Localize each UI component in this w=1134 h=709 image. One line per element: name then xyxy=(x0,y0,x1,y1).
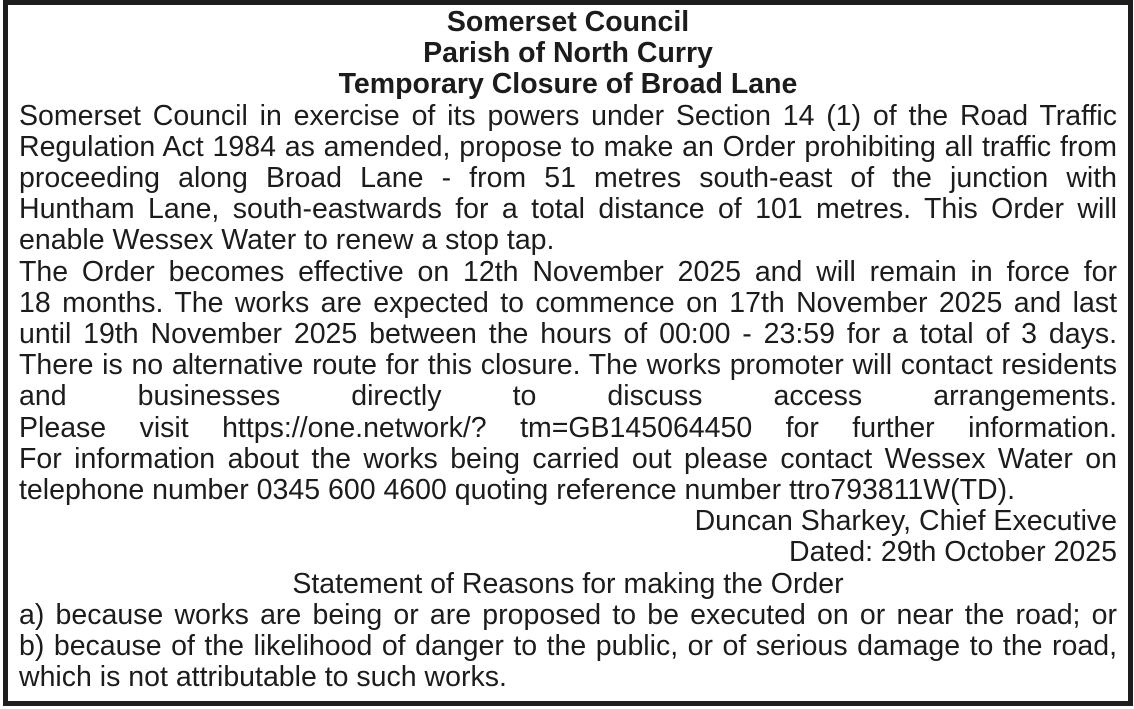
reason-line: which is not attributable to such works. xyxy=(19,661,507,694)
body-line: Please visit https://one.network/? tm=GB145064450 for further information. xyxy=(19,411,1117,444)
section-heading: Statement of Reasons for making the Order xyxy=(292,567,844,600)
body-line: The Order becomes effective on 12th November 2025 and will remain in force for xyxy=(19,255,1117,288)
body-line: enable Wessex Water to renew a stop tap. xyxy=(19,224,555,257)
body-line: 18 months. The works are expected to commence on 17th November 2025 and last xyxy=(19,286,1117,319)
notice-frame xyxy=(3,0,1133,706)
body-line: until 19th November 2025 between the hours of 00:00 - 23:59 for a total of 3 days. xyxy=(19,318,1117,351)
body-line: Somerset Council in exercise of its powers under Section 14 (1) of the Road Traffic xyxy=(19,99,1117,132)
body-line: Regulation Act 1984 as amended, propose to make an Order prohibiting all traffic from xyxy=(19,130,1117,163)
date-line: Dated: 29th October 2025 xyxy=(789,536,1117,569)
title-line: Temporary Closure of Broad Lane xyxy=(338,68,798,101)
reason-line: b) because of the likelihood of danger to the public, or of serious damage to the road, xyxy=(19,630,1117,663)
body-line: There is no alternative route for this closure. The works promoter will contact residents xyxy=(19,349,1117,382)
body-line: For information about the works being carried out please contact Wessex Water on xyxy=(19,442,1117,475)
signatory-line: Duncan Sharkey, Chief Executive xyxy=(694,505,1117,538)
title-line: Somerset Council xyxy=(446,6,690,38)
body-line: proceeding along Broad Lane - from 51 metres south-east of the junction with xyxy=(19,162,1117,195)
body-line: telephone number 0345 600 4600 quoting reference number ttro793811W(TD). xyxy=(19,474,1016,507)
body-line: and businesses directly to discuss access arrangements. xyxy=(19,380,1117,413)
reason-line: a) because works are being or are proposed to be executed on or near the road; or xyxy=(19,598,1117,631)
notice-body xyxy=(19,7,1117,693)
title-line: Parish of North Curry xyxy=(423,37,713,70)
body-line: Huntham Lane, south-eastwards for a total distance of 101 metres. This Order will xyxy=(19,193,1117,226)
